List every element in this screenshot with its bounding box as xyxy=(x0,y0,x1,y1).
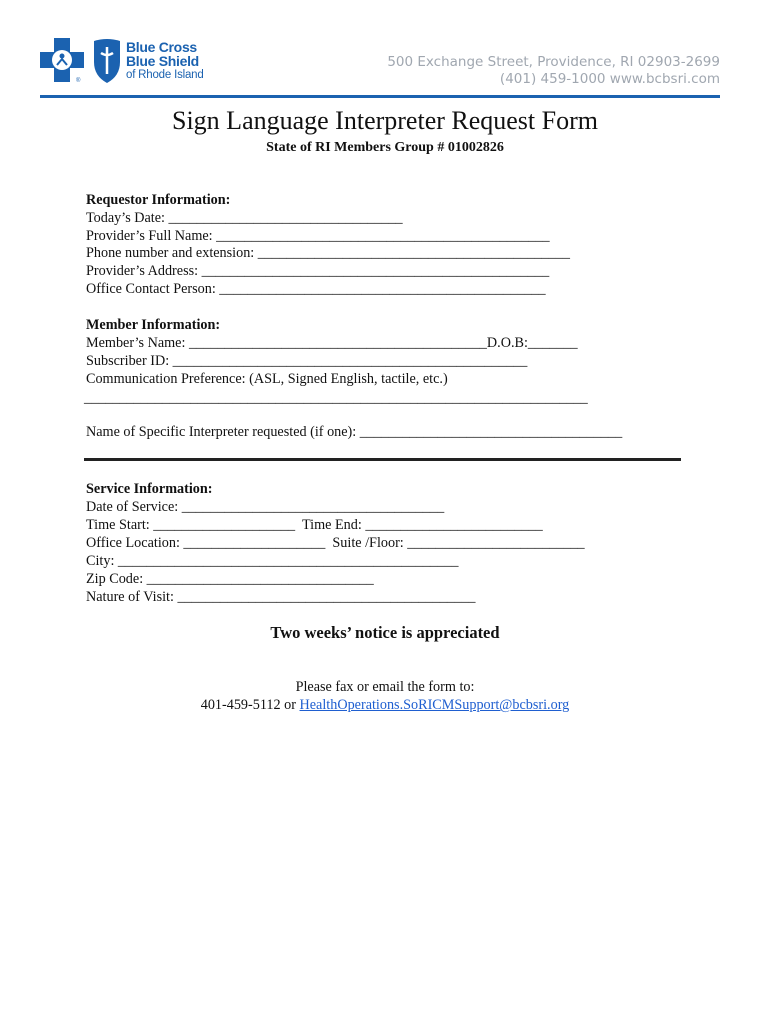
registered-mark: ® xyxy=(76,78,81,84)
subscriber-id-field[interactable]: Subscriber ID: __________________________________________________ xyxy=(86,353,528,369)
address-line-2: (401) 459-1000 www.bcbsri.com xyxy=(499,71,720,87)
office-location-field[interactable]: Office Location: ____________________ Suite /Floor: _________________________ xyxy=(86,535,585,551)
fax-contact-line xyxy=(0,697,770,714)
nature-of-visit-field[interactable]: Nature of Visit: __________________________________________ xyxy=(86,589,476,605)
cross-logo-icon xyxy=(40,38,84,82)
time-fields[interactable]: Time Start: ____________________ Time End: _________________________ xyxy=(86,517,543,533)
fax-instructions: Please fax or email the form to: xyxy=(295,679,475,695)
service-heading: Service Information: xyxy=(86,481,213,497)
specific-interpreter-field[interactable]: Name of Specific Interpreter requested (if one): _____________________________________ xyxy=(86,424,623,440)
communication-preference-label: Communication Preference: (ASL, Signed English, tactile, etc.) xyxy=(86,371,448,387)
zip-code-field[interactable]: Zip Code: ________________________________ xyxy=(86,571,374,587)
member-heading: Member Information: xyxy=(86,317,221,333)
logo-line-3: of Rhode Island xyxy=(126,69,204,81)
shield-logo-icon xyxy=(92,38,122,84)
logo-wordmark xyxy=(126,40,204,82)
requestor-heading: Requestor Information: xyxy=(86,192,231,208)
address-line-1: 500 Exchange Street, Providence, RI 02903-2699 xyxy=(387,54,720,70)
header-divider xyxy=(40,95,720,98)
section-divider xyxy=(84,458,681,461)
company-address xyxy=(387,54,720,88)
date-of-service-field[interactable]: Date of Service: _____________________________________ xyxy=(86,499,445,515)
communication-preference-field[interactable]: _______________________________________________________________________ xyxy=(84,390,588,406)
todays-date-field[interactable]: Today’s Date: _________________________________ xyxy=(86,210,403,226)
city-field[interactable]: City: ________________________________________________ xyxy=(86,553,459,569)
email-link[interactable]: HealthOperations.SoRICMSupport@bcbsri.org xyxy=(299,697,570,713)
letterhead xyxy=(0,0,770,100)
phone-field[interactable]: Phone number and extension: ____________________________________________ xyxy=(86,245,570,261)
form-title: Sign Language Interpreter Request Form xyxy=(172,106,598,135)
notice-text: Two weeks’ notice is appreciated xyxy=(270,623,500,642)
logo-line-2: Blue Shield xyxy=(126,53,199,69)
office-contact-field[interactable]: Office Contact Person: ______________________________________________ xyxy=(86,281,546,297)
member-name-field[interactable]: Member’s Name: __________________________________________D.O.B:_______ xyxy=(86,335,578,351)
provider-address-field[interactable]: Provider’s Address: _________________________________________________ xyxy=(86,263,550,279)
form-subtitle: State of RI Members Group # 01002826 xyxy=(266,140,504,155)
provider-name-field[interactable]: Provider’s Full Name: _______________________________________________ xyxy=(86,228,550,244)
logo-line-1: Blue Cross xyxy=(126,39,197,55)
bcbsri-logo xyxy=(40,38,220,90)
fax-number: 401-459-5112 or xyxy=(200,697,300,713)
